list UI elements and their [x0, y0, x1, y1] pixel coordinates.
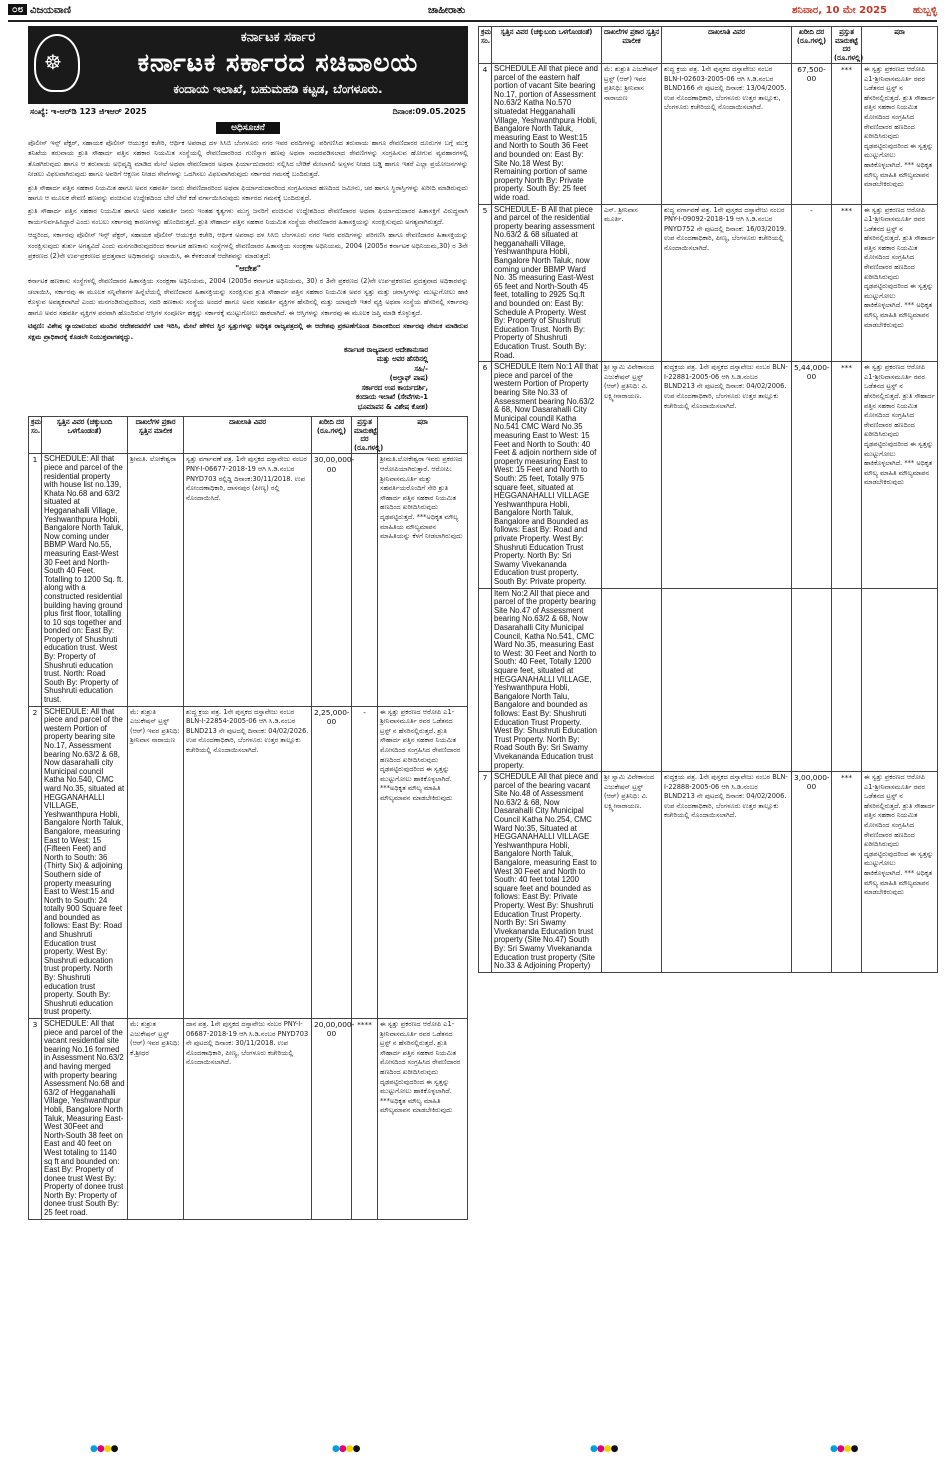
owner-cell: ಮೆ: ಶುಶ್ರುತಿ ಎಜುಕೇಷನ್ ಟ್ರಸ್ಟ್ (ಆರ್) ಇವರ ಪ್ರತಿನಿಧಿ: ಶ್ರೀನಿವಾಸ ನಾರಾಯಣ — [602, 64, 662, 205]
newspaper-name: ವಿಜಯವಾಣಿ — [30, 5, 71, 16]
table-row — [479, 588, 938, 771]
registration-marks: ●●●● — [332, 1444, 360, 1454]
registration-marks: ●●●● — [90, 1444, 118, 1454]
document-cell: ದಾನ ಪತ್ರ. 1ನೇ ಪುಸ್ತಕದ ದಸ್ತಾವೇಜು ನಂಬರ PNY-I-06687-2018-19 ಆಗಿ ಸಿ.ಡಿ.ನಂಬರ PNYD703 ನೇ ಪುಟದಲ್ಲಿ ದಿನಾಂಕ: 30/11/2018. ಉಪ ನೊಂದಣಾಧಿಕಾರಿ, ಪೀಣ್ಯ, ಬೆಂಗಳೂರು ಕಚೇರಿಯಲ್ಲಿ ನೊಂದಾಯಿಸಲಾಗಿದೆ. — [184, 1019, 312, 1220]
table-row — [479, 64, 938, 205]
market-cell: **** — [352, 1019, 378, 1220]
market-cell — [832, 588, 862, 771]
serial-cell: 1 — [29, 454, 42, 706]
signature-line: ಮತ್ತು ಅವರ ಹೆಸರಿನಲ್ಲಿ — [376, 355, 428, 364]
value-cell: 3,00,000-00 — [792, 772, 832, 973]
owner-cell: ಶ್ರೀ ಸ್ವಾಮಿ ವಿವೇಕಾನಂದ ಎಜುಕೇಷನ್ ಟ್ರಸ್ಟ್ (ಆರ್) ಪ್ರತಿನಿಧಿ: ವಿ. ಲಕ್ಷ್ಮೀನಾರಾಯಣ. — [602, 772, 662, 973]
reference-date: ದಿನಾಂಕ:09.05.2025 — [392, 107, 466, 116]
remarks-cell: ಈ ಸ್ವತ್ತು ಪ್ರಕರಣದ ಆರೋಪಿ ಎ1-ಶ್ರೀನಿವಾಸಮೂರ್ತಿ ರವರ ಒಡೆತನದ ಟ್ರಸ್ಟ್ ನ ಹೆಸರಿನಲ್ಲಿರುತ್ತದೆ. ಶ್ರುತಿ ಸೌಹಾರ್ದ ಪತ್ತಿನ ಸಹಕಾರ ನಿಯಮಿತ ಮೋಸದಿಂದ ಸಂಗ್ರಹಿಸಿದ ಠೇವಣಿದಾರರ ಹಣದಿಂದ ಖರೀದಿಸಿರುವುದು ದೃಢಪಟ್ಟಿರುವುದರಿಂದ ಈ ಸ್ವತ್ತನ್ನು ಮುಟ್ಟುಗೋಲು ಹಾಕಿಕೊಳ್ಳಲಾಗಿದೆ. *** ಅಧಿಕೃತ ಮೌಲ್ಯ ಮಾಹಿತಿ ಮೌಲ್ಯಮಾಪನ ಮಾಡಬೇಕಿರುವುದು — [862, 204, 938, 362]
banner-department: ಕಂದಾಯ ಇಲಾಖೆ, ಬಹುಮಹಡಿ ಕಟ್ಟಡ, ಬೆಂಗಳೂರು. — [173, 82, 383, 96]
value-cell: 2,25,000-00 — [312, 706, 352, 1018]
column-header: ಪ್ರಸ್ತುತ ಮಾರುಕಟ್ಟೆ ದರ (ರೂ.ಗಳಲ್ಲಿ) — [352, 417, 378, 454]
column-header: ಸ್ವತ್ತಿನ ವಿವರ (ಚಕ್ಕುಬಂದಿ ಒಳಗೊಂಡಂತೆ) — [42, 417, 128, 454]
column-header: ಸ್ವತ್ತಿನ ವಿವರ (ಚಕ್ಕುಬಂದಿ ಒಳಗೊಂಡಂತೆ) — [492, 27, 602, 64]
market-cell — [352, 454, 378, 706]
banner-line-1: ಕರ್ನಾಟಕ ಸರ್ಕಾರ — [240, 30, 316, 45]
property-table-left — [28, 416, 468, 1219]
paragraph: ಶ್ರುತಿ ಸೌಹಾರ್ದ ಪತ್ತಿನ ಸಹಕಾರ ನಿಯಮಿತ ಹಾಗೂ ಅವರ ಸಹವರ್ತಿ ಜನರು ಠೇವಣಿದಾರರಿಂದ ಅಥವಾ ಫಿರ್ಯಾದುದಾರರಿಂದ ಸಂಗ್ರಹಿಸಲಾದ ಹಣದಿಂದ ಜಮೀನು, ಚರ ಹಾಗೂ ಸ್ಥಿರಾಸ್ತಿಗಳನ್ನು ಖರೀದಿ ಮಾಡಿರುವುದು ಹಾಗೂ ಆ ಮೂಲಕ ಠೇವಣಿ ಹಣವನ್ನು ವಂಚಿಸುವ ಉದ್ದೇಶದಿಂದ ಬೇರೆ ಬೇರೆ ಕಡೆ ವರ್ಗಾಯಿಸಿರುವುದು ಸರ್ಕಾರದ ಗಮನಕ್ಕೆ ಬಂದಿರುತ್ತದೆ. — [28, 183, 468, 203]
column-header: ಪ್ರಸ್ತುತ ಮಾರುಕಟ್ಟೆ ದರ (ರೂ.ಗಳಲ್ಲಿ) — [832, 27, 862, 64]
schedule-cell: Item No:2 All that piece and parcel of the property bearing Site No.47 of Assessment bearing No.63/2 & 68, Now Dasarahalli City Municipal Council, Katha No.541, CMC Ward No.35, measuring East to West: 30 Feet and North to South: 40 Feet, Totally 1200 square feet, situated at HEGGANAHALLI VILLAGE, Yeshwanthpura Hobli, Bangalore North Talu, Bangalore and bounded as follows: East By: Shushruti Education Trust Property. West By: Shushruti Education Trust Property. North By: Road South By: Sri Swamy Vivekananda Education trust property. — [492, 588, 602, 771]
market-cell: *** — [832, 64, 862, 205]
owner-cell — [602, 588, 662, 771]
value-cell: 67,500-00 — [792, 64, 832, 205]
signature-line: ಸಹಿ/- — [414, 364, 428, 373]
document-cell: ಶುದ್ಧ ವರ್ಗಾವಣೆ ಪತ್ರ. 1ನೇ ಪುಸ್ತಕದ ದಸ್ತಾವೇಜು ನಂಬರ PNY-I-09092-2018-19 ಆಗಿ ಸಿ.ಡಿ.ನಂಬರ PNYD752 ನೇ ಪುಟದಲ್ಲಿ ದಿನಾಂಕ: 16/03/2019. ಉಪ ನೊಂದಣಾಧಿಕಾರಿ, ಪೀಣ್ಯ, ಬೆಂಗಳೂರು ಕಚೇರಿಯಲ್ಲಿ ನೊಂದಾಯಿಸಲಾಗಿದೆ. — [662, 204, 792, 362]
table-header-row — [479, 27, 938, 64]
reference-line — [28, 104, 468, 120]
column-header: ಷರಾ — [378, 417, 468, 454]
document-cell: ಶುದ್ಧ ಕ್ರಯ ಪತ್ರ. 1ನೇ ಪುಸ್ತಕದ ದಸ್ತಾವೇಜು ನಂಬರ BLN-I-22854-2005-06 ಆಗಿ ಸಿ.ಡಿ.ನಂಬರ BLND213 ನೇ ಪುಟದಲ್ಲಿ ದಿನಾಂಕ: 04/02/2026. ಉಪ ನೊಂದಣಾಧಿಕಾರಿ, ಬೆಂಗಳೂರು ಉತ್ತರ ತಾಲ್ಲೂಕು ಕಚೇರಿಯಲ್ಲಿ ನೊಂದಾಯಿಸಲಾಗಿದೆ. — [184, 706, 312, 1018]
serial-cell: 6 — [479, 362, 492, 588]
serial-cell: 7 — [479, 772, 492, 973]
edition-date: ಶನಿವಾರ, 10 ಮೇ 2025 — [791, 5, 887, 16]
serial-cell: 4 — [479, 64, 492, 205]
column-header: ದಾಖಲಾತಿ ವಿವರ — [184, 417, 312, 454]
owner-cell: ಶ್ರೀಮತಿ. ಲೋಕೇಶ್ವರಾ — [128, 454, 184, 706]
market-cell: - — [352, 706, 378, 1018]
paragraph: ಶ್ರುತಿ ಸೌಹಾರ್ದ ಪತ್ತಿನ ಸಹಕಾರ ನಿಯಮಿತ ಹಾಗೂ ಅವರ ಸಹವರ್ತಿ ಜನರು ಇಂತಹ ಕೃತ್ಯಗಳು ಮುಗ್ಧ ಜನರಿಗೆ ವಂಚಿಸುವ ಉದ್ದೇಶದಿಂದ ಠೇವಣಿದಾರರ ಅಥವಾ ಫಿರ್ಯಾದುದಾರರ ಹಿತಾಸಕ್ತಿಗೆ ವಿರುದ್ಧವಾಗಿ ಕಾರ್ಯನಿರ್ವಹಿಸಿದ್ದಾರೆ ಎಂದು ನಂಬಲು ಸರ್ಕಾರವು ಕಾರಣಗಳನ್ನು ಹೊಂದಿರುತ್ತದೆ. ಶ್ರುತಿ ಸೌಹಾರ್ದ ಪತ್ತಿನ ಸಹಕಾರ ನಿಯಮಿತ ಸಂಸ್ಥೆಯ ಠೇವಣಿದಾರರ ಹಿತಾಸಕ್ತಿಯನ್ನು ಸಂರಕ್ಷಿಸುವುದು ಅಗತ್ಯವಾಗಿರುತ್ತದೆ. — [28, 207, 468, 226]
order-heading: "ಆದೇಶ" — [235, 264, 261, 274]
document-cell: ಶುದ್ಧ ಕ್ರಯ ಪತ್ರ. 1ನೇ ಪುಸ್ತಕದ ದಸ್ತಾವೇಜು ನಂಬರ BLN-I-02603-2005-06 ಆಗಿ ಸಿ.ಡಿ.ನಂಬರ BLND166 ನೇ ಪುಟದಲ್ಲಿ ದಿನಾಂಕ: 13/04/2005. ಉಪ ನೊಂದಣಾಧಿಕಾರಿ, ಬೆಂಗಳೂರು ಉತ್ತರ ತಾಲ್ಲೂಕು, ಬೆಂಗಳೂರು ಕಚೇರಿಯಲ್ಲಿ ನೊಂದಾಯಿಸಲಾಗಿದೆ. — [662, 64, 792, 205]
state-emblem-icon: ☸ — [34, 34, 80, 92]
government-banner — [28, 26, 468, 104]
serial-cell: 3 — [29, 1019, 42, 1220]
schedule-cell: SCHEDULE All that piece and parcel of the bearing vacant Site No.48 of Assessment No.63/2 & 68, Now Dasarahalli City Municipal Council Katha No.254, CMC Ward No:35, Situated at HEGGANAHALLI VILLAGE Yeshwanthpura Hobli, Bangalore North Taluk, Bangalore, measuring East to West 30 Feet and North to South: 40 feet total 1200 square feet and bounded as follows: East By: Private Property. West By: Shushruti Education Trust Property. North By: Sri Swamy Vivekananda Education trust property (Site No.47) South By: Sri Swamy Vivekananda Education trust property (Site No.33 & Adjoining Property) — [492, 772, 602, 973]
serial-cell — [479, 588, 492, 771]
remarks-cell — [862, 588, 938, 771]
owner-cell: ಶ್ರೀ ಸ್ವಾಮಿ ವಿವೇಕಾನಂದ ಎಜುಕೇಷನ್ ಟ್ರಸ್ಟ್ (ಆರ್) ಪ್ರತಿನಿಧಿ: ವಿ. ಲಕ್ಷ್ಮೀನಾರಾಯಣ. — [602, 362, 662, 588]
page-header — [8, 4, 937, 22]
table-row — [29, 454, 468, 706]
footnote: ಟಿಪ್ಪಣಿ: ವಿಶೇಷ ನ್ಯಾಯಾಲಯದ ಮಂದಿನ ಆದೇಶದವರೆಗೆ ಬಾಕಿ ಇರಿಸಿ, ಮೇಲೆ ಹೇಳಿದ ಸ್ಥಿರ ಸ್ವತ್ತುಗಳನ್ನು ಅಧಿಕೃತ ರಾಜ್ಯಪತ್ರದಲ್ಲಿ ಈ ಆದೇಶವು ಪ್ರಕಟಣೆಗೊಂಡ ದಿನಾಂಕದಿಂದ ಸರ್ಕಾರವು ನೇಮಕ ಮಾಡಿರುವ ಸಕ್ಷಮ ಪ್ರಾಧಿಕಾರಕ್ಕೆ ಕೊಡಲೇ ನಿಯುಕ್ತವಾಗತಕ್ಕದ್ದು. — [28, 322, 468, 341]
value-cell — [792, 588, 832, 771]
column-header: ದಾಖಲೆಗಳ ಪ್ರಕಾರ ಸ್ವತ್ತಿನ ಮಾಲೀಕ — [128, 417, 184, 454]
right-column — [478, 26, 938, 1436]
signature-line: ಕಂದಾಯ ಇಲಾಖೆ (ಸೇವೆಗಳು-1 — [356, 393, 428, 402]
order-paragraph: ಕರ್ನಾಟಕ ಹಣಕಾಸು ಸಂಸ್ಥೆಗಳಲ್ಲಿ ಠೇವಣಿದಾರರ ಹಿತಾಸಕ್ತಿಯ ಸಂರಕ್ಷಣಾ ಅಧಿನಿಯಮ, 2004 (2005ರ ಕರ್ನಾಟಕ ಅಧಿನಿಯಮ, 30) ರ 3ನೇ ಪ್ರಕರಣದ (2)ನೇ ಉಪ-ಪ್ರಕರಣದ ಪ್ರದತ್ತವಾದ ಅಧಿಕಾರವನ್ನು ಚಲಾಯಿಸಿ, ಸರ್ಕಾರವು ಈ ಮೂಲಕ ಸನ್ನಿವೇಶಗಳ ಹಿನ್ನೆಲೆಯಲ್ಲಿ ಠೇವಣಿದಾರರ ಹಿತಾಸಕ್ತಿಯನ್ನು ಸಂರಕ್ಷಿಸುವ ಶ್ರುತಿ ಸೌಹಾರ್ದ ಪತ್ತಿನ ಸಹಕಾರ ನಿಯಮಿತ ಅವರ ಸ್ವತ್ತು ಮತ್ತು ಚರಾಸ್ತಿಗಳನ್ನು ಮುಟ್ಟುಗೋಲು ಹಾಕಿ ಕೊಳ್ಳುವ ಅವಶ್ಯಕವಾಗಿದೆ ಎಂದು ಮನಗಂಡಿರುವುದರಿಂದ, ಸದರಿ ಹಣಕಾಸು ಸಂಸ್ಥೆಯ ಅಂದರೆ ಹಾಗೂ ಅವರ ಸಹವರ್ತಿ ವ್ಯಕ್ತಿಗಳ ಹೆಸರಿನಲ್ಲಿ ಮತ್ತು ಯಾವುದೇ ಇತರೆ ವ್ಯಕ್ತಿ ಅಥವಾ ಸಂಸ್ಥೆಯ ಹೆಸರಿನಲ್ಲಿ ಸರ್ಕಾರವು ಹಾಗೂ ಅವರ ಸಹವರ್ತಿ ವ್ಯಕ್ತಿಗಳ ಪರವಾಗಿ ಹೊಂದಿರುವ ಆಸ್ತಿಗಳ ಸಂಪೂರ್ಣ ಹಕ್ಕನ್ನು ಸರ್ಕಾರಕ್ಕೆ ಮುಟ್ಟುಗೋಲು ಹಾಕಲಾಗಿದೆ. ಈ ಆಸ್ತಿಗಳನ್ನು ಸರ್ಕಾರವು ಈ ಮೂಲಕ ಜಪ್ತಿ ಮಾಡಿ ಕೊಳ್ಳುತ್ತದೆ. — [28, 277, 468, 317]
column-header: ಖರೀದಿ ದರ (ರೂ.ಗಳಲ್ಲಿ) — [792, 27, 832, 64]
table-row — [479, 772, 938, 973]
table-row — [29, 1019, 468, 1220]
banner-title: ಕರ್ನಾಟಕ ಸರ್ಕಾರದ ಸಚಿವಾಲಯ — [137, 48, 419, 77]
table-row — [479, 362, 938, 588]
section-name: ಜಾಹೀರಾತು — [428, 5, 466, 16]
remarks-cell: ಈ ಸ್ವತ್ತು ಪ್ರಕರಣದ ಆರೋಪಿ ಎ1-ಶ್ರೀನಿವಾಸಮೂರ್ತಿ ರವರ ಒಡೆತನದ ಟ್ರಸ್ಟ್ ನ ಹೆಸರಿನಲ್ಲಿರುತ್ತದೆ. ಶ್ರುತಿ ಸೌಹಾರ್ದ ಪತ್ತಿನ ಸಹಕಾರ ನಿಯಮಿತ ಮೋಸದಿಂದ ಸಂಗ್ರಹಿಸಿದ ಠೇವಣಿದಾರರ ಹಣದಿಂದ ಖರೀದಿಸಿರುವುದು ದೃಢಪಟ್ಟಿರುವುದರಿಂದ ಈ ಸ್ವತ್ತನ್ನು ಮುಟ್ಟುಗೋಲು ಹಾಕಿಕೊಳ್ಳಲಾಗಿದೆ. ***ಅಧಿಕೃತ ಮೌಲ್ಯ ಮಾಹಿತಿ ಮೌಲ್ಯಮಾಪನ ಮಾಡಬೇಕಿರುವುದು — [378, 1019, 468, 1220]
serial-cell: 2 — [29, 706, 42, 1018]
registration-marks: ●●●● — [590, 1444, 618, 1454]
schedule-cell: SCHEDULE: All that piece and parcel of the residential property with house list no.139, Khata No.68 and 63/2 situated at Hegganahalli Village, Yeshwanthpura Hobli, Bangalore North Taluk, Now coming under BBMP Ward No.55, measuring East-West 30 Feet and North-South 40 Feet. Totalling to 1200 Sq. ft. along with a constructed residential building having ground plus first floor, totalling to 10 sqs together and bonded on: East By: Property of Shushruti education trust. West By: Property of Shushruti education trust. North: Road South By: Property of Shushruti education trust. — [42, 454, 128, 706]
document-cell — [662, 588, 792, 771]
schedule-cell: SCHEDULE Item No:1 All that piece and parcel of the western Portion of Property bearing Site No.33 of Assessment bearing No.63/2 & 68, Now Dasarahalli City Municipal coundil Katha No.541 CMC Ward No.35 measuring East to West: 15 Feet and North to South: 40 Feet & adjoin northern side of property measuring East to West: 15 Feet and North to South: 25 feet, Totally 975 square feet, situated at HEGGANAHALLI VILLAGE Yeshwanthpura Hobli, Bangalore North Taluk, Bangalore and Bounded as follows: East By: Road and private Property. West By: Shushruti Education Trust Property. North By: Sri Swamy Vivekananda Education trust property. South By: Private property. — [492, 362, 602, 588]
schedule-cell: SCHEDULE: All that piece and parcel of the western Portion of property bearing site No.17, Assessment bearing No.63/2 & 68, Now dasarahalli city Municipal council Katha No.540, CMC ward No.35, situated at HEGGANAHALLI VILLAGE, Yeshwanthpura Hobli, Bangalore North Taluk, Bangalore, measuring East to West: 15 (Fifteen Feet) and North to South: 36 (Thirty Six) & adjoining Southern side of property measuring East to West:15 and North to South: 24 totally 900 Square feet and bounded as follows: East By: Road and Shushruti Education trust property. West By: Shushruti education trust property. North By: Shushruti education trust property. South By: Shushruti education trust property. — [42, 706, 128, 1018]
remarks-cell: ಈ ಸ್ವತ್ತು ಪ್ರಕರಣದ ಆರೋಪಿ ಎ1-ಶ್ರೀನಿವಾಸಮೂರ್ತಿ ರವರ ಒಡೆತನದ ಟ್ರಸ್ಟ್ ನ ಹೆಸರಿನಲ್ಲಿರುತ್ತದೆ. ಶ್ರುತಿ ಸೌಹಾರ್ದ ಪತ್ತಿನ ಸಹಕಾರ ನಿಯಮಿತ ಮೋಸದಿಂದ ಸಂಗ್ರಹಿಸಿದ ಠೇವಣಿದಾರರ ಹಣದಿಂದ ಖರೀದಿಸಿರುವುದು ದೃಢಪಟ್ಟಿರುವುದರಿಂದ ಈ ಸ್ವತ್ತನ್ನು ಮುಟ್ಟುಗೋಲು ಹಾಕಿಕೊಳ್ಳಲಾಗಿದೆ. *** ಅಧಿಕೃತ ಮೌಲ್ಯ ಮಾಹಿತಿ ಮೌಲ್ಯಮಾಪನ ಮಾಡಬೇಕಿರುವುದು — [862, 362, 938, 588]
serial-cell: 5 — [479, 204, 492, 362]
value-cell: 20,00,000-00 — [312, 1019, 352, 1220]
document-cell: ಶುದ್ಧಕ್ರಯ ಪತ್ರ. 1ನೇ ಪುಸ್ತಕದ ದಸ್ತಾವೇಜು ನಂಬರ BLN-I-22881-2005-06 ಆಗಿ ಸಿ.ಡಿ.ನಂಬರ BLND213 ನೇ ಪುಟದಲ್ಲಿ ದಿನಾಂಕ: 04/02/2006. ಉಪ ನೊಂದಣಾಧಿಕಾರಿ, ಬೆಂಗಳೂರು ಉತ್ತರ ತಾಲ್ಲೂಕು ಕಚೇರಿಯಲ್ಲಿ ನೊಂದಾಯಿಸಲಾಗಿದೆ. — [662, 362, 792, 588]
table-header-row — [29, 417, 468, 454]
column-header: ಕ್ರಮ ಸಂ. — [29, 417, 42, 454]
column-header: ಷರಾ — [862, 27, 938, 64]
remarks-cell: ಶ್ರೀಮತಿ.ಲೋಕೇಶ್ವರಾ ಇವರು ಪ್ರಕರಣದ ಆರೋಪಿಯಾಗಿರುತ್ತಾರೆ. ಆರೋಪಿ: ಶ್ರೀನಿವಾಸಮೂರ್ತಿ ಮತ್ತು ಸಹವರ್ತಿಯರೊಂದಿಗೆ ಸೇರಿ ಶ್ರುತಿ ಸೌಹಾರ್ದ ಪತ್ತಿನ ಸಹಕಾರ ನಿಯಮಿತ ಹಣದಿಂದ ಖರೀದಿಸಿರುವುದು ದೃಢಪಟ್ಟಿರುತ್ತದೆ. ***ಅಧಿಕೃತ ಮೌಲ್ಯ ಮಾಹಿತಿಯ ಮೌಲ್ಯಮಾಪನ ಮಾಹಿತಿಯನ್ನು ಕೆಳಗೆ ನೀಡಲಾಗಿರುವುದು — [378, 454, 468, 706]
remarks-cell: ಈ ಸ್ವತ್ತು ಪ್ರಕರಣದ ಆರೋಪಿ ಎ1-ಶ್ರೀನಿವಾಸಮೂರ್ತಿ ರವರ ಒಡೆತನದ ಟ್ರಸ್ಟ್ ನ ಹೆಸರಿನಲ್ಲಿರುತ್ತದೆ. ಶ್ರುತಿ ಸೌಹಾರ್ದ ಪತ್ತಿನ ಸಹಕಾರ ನಿಯಮಿತ ಮೋಸದಿಂದ ಸಂಗ್ರಹಿಸಿದ ಠೇವಣಿದಾರರ ಹಣದಿಂದ ಖರೀದಿಸಿರುವುದು ದೃಢಪಟ್ಟಿರುವುದರಿಂದ ಈ ಸ್ವತ್ತನ್ನು ಮುಟ್ಟುಗೋಲು ಹಾಕಿಕೊಳ್ಳಲಾಗಿದೆ. *** ಅಧಿಕೃತ ಮೌಲ್ಯ ಮಾಹಿತಿ ಮೌಲ್ಯಮಾಪನ ಮಾಡಬೇಕಿರುವುದು — [862, 64, 938, 205]
document-cell: ಶುದ್ಧಕ್ರಯ ಪತ್ರ. 1ನೇ ಪುಸ್ತಕದ ದಸ್ತಾವೇಜು ನಂಬರ BLN-I-22888-2005-06 ಆಗಿ ಸಿ.ಡಿ.ನಂಬರ BLND213 ನೇ ಪುಟದಲ್ಲಿ ದಿನಾಂಕ: 04/02/2006. ಉಪ ನೊಂದಣಾಧಿಕಾರಿ, ಬೆಂಗಳೂರು ಉತ್ತರ ತಾಲ್ಲೂಕು ಕಚೇರಿಯಲ್ಲಿ ನೊಂದಾಯಿಸಲಾಗಿದೆ. — [662, 772, 792, 973]
market-cell: *** — [832, 362, 862, 588]
column-header: ದಾಖಲೆಗಳ ಪ್ರಕಾರ ಸ್ವತ್ತಿನ ಮಾಲೀಕ — [602, 27, 662, 64]
paragraph: ಪೊಲೀಸ್ ಇನ್ಸ್ ಪೆಕ್ಟರ್, ಸಹಾಯಕ ಪೊಲೀಸ್ ಆಯುಕ್ತರ ಕಚೇರಿ, ಆರ್ಥಿಕ ಅಪರಾಧ ದಳ ಸಿಸಿಬಿ ಬೆಂಗಳೂರು ನಗರ ಇವರ ವರದಿಗಳನ್ನು ಪರಿಗಣಿಸಿದ ತರುವಾಯ ಹಾಗೂ ಠೇವಣಿದಾರರ ದೂರುಗಳ ಬಗ್ಗೆ ಮುಕ್ತ ತನಿಖೆಯ ತರುವಾಯ ಶ್ರುತಿ ಸೌಹಾರ್ದ ಪತ್ತಿನ ಸಹಕಾರ ನಿಯಮಿತ ಸಂಸ್ಥೆಯಲ್ಲಿ ಠೇವಣಿದಾರರಿಂದ ಗುಣಿಸ್ಸಾಗ ಹಣವು ಅಥವಾ ಸಾದರಪಡಿಸಲಾದ ಠೇವಣಿಗಳನ್ನು ಸಂಗ್ರಹಿಸುವ ಹೋಗುವ ವ್ಯವಹಾರಗಳಲ್ಲಿ ತೊಡಗಿರುವುದು ಹಾಗೂ ಆ ತರುವಾಯ ಅಭಿವೃದ್ಧಿ ಮಾಡಿದ ಮೇಲೆ ಅಥವಾ ಠೇವಣಿದಾರರ ಅಥವಾ ಫಿರ್ಯಾದುದಾರರು ನಲ್ಲಿಸಿದ ಬೇಡಿಕೆ ಮೇಲಾಗಲಿ ಅಸ್ಸಳನ ನೀಡದ ಬಡ್ಡಿ ಹಾಗೂ ಇತರೆ ಎಲ್ಲಾ ಪ್ರಯೋಜನಗಳನ್ನು ನೀಡಲು ವಿಫಲವಾಗಿರುವುದು ಹಾಗೂ ಅವರಿಗೆ ಆಕ್ಷಣನ ನೀಡದ ಸೇವೆಗಳನ್ನು ಒದಗಿಸಲು ವಿಫಲವಾಗಿರುವುದು ಸರ್ಕಾರದ ಗಮನಕ್ಕೆ ಬಂದಿರುತ್ತದೆ. — [28, 139, 468, 179]
document-cell: ಸ್ವತ್ತು ವರ್ಗಾವಣೆ ಪತ್ರ. 1ನೇ ಪುಸ್ತಕದ ದಸ್ತಾವೇಜು ನಂಬರ PNY-I-06677-2018-19 ಆಗಿ ಸಿ.ಡಿ.ನಂಬರ PNYD703 ರಲ್ಲಿದ್ದಿ ದಿನಾಂಕ:30/11/2018. ಉಪ ನೋಂದಣಾಧಿಕಾರಿ, ದಾಸನಪುರ (ಪೀಣ್ಯ) ರಲ್ಲಿ ನೊಂದಾಯಿಸಿದೆ. — [184, 454, 312, 706]
value-cell: 5,44,000-00 — [792, 362, 832, 588]
value-cell: 30,00,000-00 — [312, 454, 352, 706]
left-column — [28, 26, 468, 1436]
signature-line: ಸರ್ಕಾರದ ಉಪ ಕಾರ್ಯದರ್ಶಿ, — [361, 383, 428, 392]
column-header: ಖರೀದಿ ದರ (ರೂ.ಗಳಲ್ಲಿ) — [312, 417, 352, 454]
signature-line: ಕರ್ನಾಟಕ ರಾಜ್ಯಪಾಲರ ಆದೇಶಾನುಸಾರ — [343, 345, 428, 354]
registration-marks: ●●●● — [830, 1444, 858, 1454]
signature-line: (ಅಲ್ತಾಫ್ ಪಾಷ) — [389, 374, 428, 383]
reference-number: ಸಂಖ್ಯೆ: ಇ-ಆರ್‌ಡಿ 123 ಜಿಇಆರ್ 2025 — [30, 107, 147, 116]
value-cell: - — [792, 204, 832, 362]
remarks-cell: ಈ ಸ್ವತ್ತು ಪ್ರಕರಣದ ಆರೋಪಿ ಎ1-ಶ್ರೀನಿವಾಸಮೂರ್ತಿ ರವರ ಒಡೆತನದ ಟ್ರಸ್ಟ್ ನ ಹೆಸರಿನಲ್ಲಿರುತ್ತದೆ. ಶ್ರುತಿ ಸೌಹಾರ್ದ ಪತ್ತಿನ ಸಹಕಾರ ನಿಯಮಿತ ಮೋಸದಿಂದ ಸಂಗ್ರಹಿಸಿದ ಠೇವಣಿದಾರರ ಹಣದಿಂದ ಖರೀದಿಸಿರುವುದು ದೃಢಪಟ್ಟಿರುವುದರಿಂದ ಈ ಸ್ವತ್ತನ್ನು ಮುಟ್ಟುಗೋಲು ಹಾಕಿಕೊಳ್ಳಲಾಗಿದೆ. ***ಅಧಿಕೃತ ಮೌಲ್ಯ ಮಾಹಿತಿ ಮೌಲ್ಯಮಾಪನ ಮಾಡಬೇಕಿರುವುದು — [378, 706, 468, 1018]
schedule-cell: SCHEDULE- B All that piece and parcel of the residential property bearing assessment No.63/2 & 68 situated at hegganahalli Village, Yeshwanthpura Hobli, Bangalore North Taluk, now coming under BBMP Ward No. 35 measuring East-West 65 feet and North-South 45 feet, totalling to 2925 Sq.ft and bounded on: East By: Schedule A Property. West By: Property of Shushruti Education Trust. North By: Property of Shushruti Education Trust. South By: Road. — [492, 204, 602, 362]
paragraph: ಆದ್ದರಿಂದ, ಸರ್ಕಾರವು ಪೊಲೀಸ್ ಇನ್ಸ್ ಪೆಕ್ಟರ್, ಸಹಾಯಕ ಪೊಲೀಸ್ ಆಯುಕ್ತರ ಕಚೇರಿ, ಆರ್ಥಿಕ ಅಪರಾಧ ದಳ ಸಿಸಿಬಿ ಬೆಂಗಳೂರು ನಗರ ಇವರ ವರದಿಗಳನ್ನು ಪರಿಗಣಿಸಿ ಹಾಗೂ ಠೇವಣಿದಾರರ ಹಿತಾಸಕ್ತಿಯನ್ನು ಸಂರಕ್ಷಿಸುವುದು ತುರ್ತು ಅಗತ್ಯವಿದೆ ಎಂದು ಮನಗಂಡಿರುವುದರಿಂದ ಕರ್ನಾಟಕ ಹಣಕಾಸು ಸಂಸ್ಥೆಗಳಲ್ಲಿ ಠೇವಣಿದಾರರ ಹಿತಾಸಕ್ತಿಯ ಸಂರಕ್ಷಣಾ ಅಧಿನಿಯಮ, 2004 (2005ರ ಕರ್ನಾಟಕ ಅಧಿನಿಯಮ,30) ರ 3ನೇ ಪ್ರಕರಣದ (2)ನೇ ಉಪ-ಪ್ರಕರಣದ ಪ್ರದತ್ತವಾದ ಅಧಿಕಾರವನ್ನು ಚಲಾಯಿಸಿ, ಈ ಕೆಳಕಂಡಂತೆ ಆದೇಶವನ್ನು ಮಾಡುತ್ತದೆ: — [28, 231, 468, 261]
remarks-cell: ಈ ಸ್ವತ್ತು ಪ್ರಕರಣದ ಆರೋಪಿ ಎ1-ಶ್ರೀನಿವಾಸಮೂರ್ತಿ ರವರ ಒಡೆತನದ ಟ್ರಸ್ಟ್ ನ ಹೆಸರಿನಲ್ಲಿರುತ್ತದೆ. ಶ್ರುತಿ ಸೌಹಾರ್ದ ಪತ್ತಿನ ಸಹಕಾರ ನಿಯಮಿತ ಮೋಸದಿಂದ ಸಂಗ್ರಹಿಸಿದ ಠೇವಣಿದಾರರ ಹಣದಿಂದ ಖರೀದಿಸಿರುವುದು ದೃಢಪಟ್ಟಿರುವುದರಿಂದ ಈ ಸ್ವತ್ತನ್ನು ಮುಟ್ಟುಗೋಲು ಹಾಕಿಕೊಳ್ಳಲಾಗಿದೆ. *** ಅಧಿಕೃತ ಮೌಲ್ಯ ಮಾಹಿತಿ ಮೌಲ್ಯಮಾಪನ ಮಾಡಬೇಕಿರುವುದು — [862, 772, 938, 973]
page-number: ೦೮ — [8, 4, 27, 15]
owner-cell: ಮೆ: ಶುಶ್ರುತ ಎಜುಕೇಷನ್ ಟ್ರಸ್ಟ್ (ಆರ್) ಇವರ ಪ್ರತಿನಿಧಿ: ಕೆ.ಶ್ರೀಧರ — [128, 1019, 184, 1220]
column-header: ಕ್ರಮ ಸಂ. — [479, 27, 492, 64]
table-row — [29, 706, 468, 1018]
owner-cell: ಎನ್. ಶ್ರೀನಿವಾಸ ಮೂರ್ತಿ. — [602, 204, 662, 362]
property-table-right — [478, 26, 938, 973]
signature-block — [28, 346, 468, 413]
owner-cell: ಮೆ: ಶುಶ್ರುತಿ ಎಜುಕೇಷನ್ ಟ್ರಸ್ಟ್ (ಆರ್) ಇವರ ಪ್ರತಿನಿಧಿ: ಶ್ರೀನಿವಾಸ ನಾರಾಯಣ — [128, 706, 184, 1018]
table-row — [479, 204, 938, 362]
schedule-cell: SCHEDULE: All that piece and parcel of the vacant residential site bearing No.16 formed in Assessment No.63/2 and having merged with property bearing Assessment No.68 and 63/2 of Hegganahalli Village, Yeshwanthpur Hobli, Bangalore North Taluk, Measuring East-West 30Feet and North-South 38 feet on East and 40 feet on West totaling to 1140 sq ft and bounded on: East By: Property of donee trust West By: Property of donee trust North By: Property of donee trust South By: 25 feet road. — [42, 1019, 128, 1220]
signature-line: ಭೂಮಾಪನ & ವಿಶೇಷ ಕೋಶ) — [357, 402, 428, 411]
edition-city: ಹುಬ್ಬಳ್ಳಿ — [912, 5, 937, 16]
schedule-cell: SCHEDULE All that piece and parcel of the eastern half portion of vacant Site bearing No.17, portion of Assessment No.63/2 Katha No.570 situatedat Hegganahalli Village, Yeshwanthpura Hobli, Bangalore North Taluk, measuring East to West:15 and North to South 36 Feet and bounded on: East By: Site No.18 West By: Remaining portion of same property North By: Private property. South By: 25 feet wide road. — [492, 64, 602, 205]
market-cell: *** — [832, 772, 862, 973]
market-cell: *** — [832, 204, 862, 362]
column-header: ದಾಖಲಾತಿ ವಿವರ — [662, 27, 792, 64]
notification-heading: ಅಧಿಸೂಚನೆ — [216, 122, 280, 134]
